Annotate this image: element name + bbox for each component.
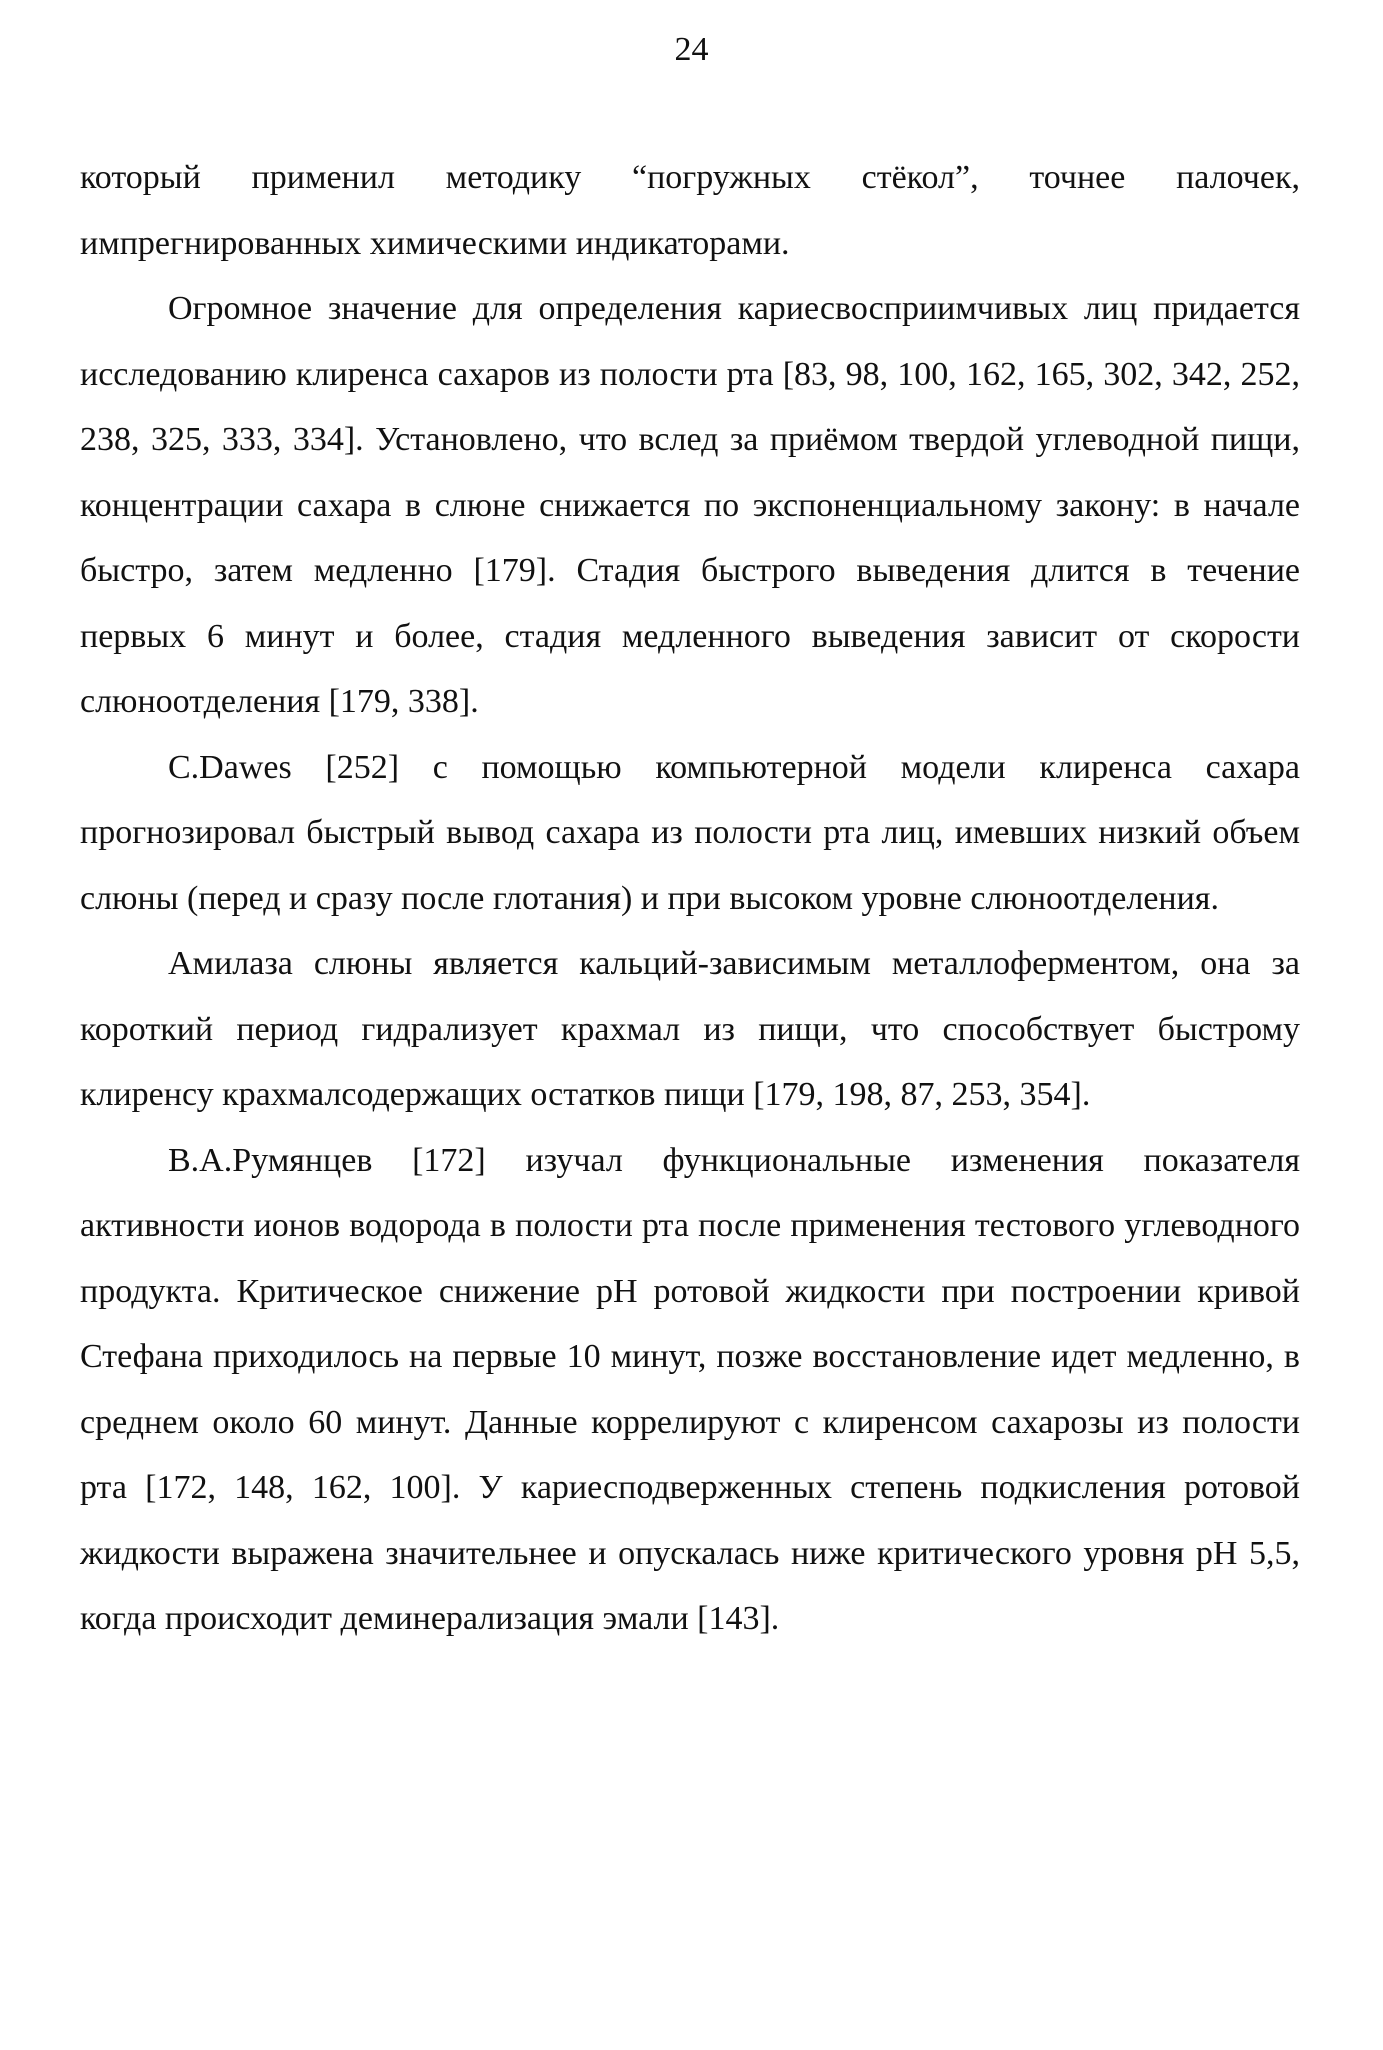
paragraph-sugar-clearance: Огромное значение для определения кариесвосприимчивых лиц придается исследованию клиренса сахаров из полости рта [83, 98, 100, 162, 165, 302, 342, 252, 238, 325, 333, 334]. Установлено, что вслед за приёмом твердой углеводной пищи, концентрации сахара в слюне снижается по экспоненциальному закону: в начале быстро, затем медленно [179]. Стадия быстрого выведения длится в течение первых 6 минут и более, стадия медленного выведения зависит от скорости слюноотделения [179, 338]. [80, 290, 1300, 720]
page-number: 24 [674, 31, 709, 68]
paragraph-amylase: Амилаза слюны является кальций-зависимым металлоферментом, она за короткий период гидрализует крахмал из пищи, что способствует быстрому клиренсу крахмалсодержащих остатков пищи [179, 198, 87, 253, 354]. [80, 945, 1300, 1113]
paragraph-continuation: который применил методику “погружных стёкол”, точнее палочек, импрегнированных химическими индикаторами. [80, 159, 1300, 262]
paragraph-rumyantsev: В.А.Румянцев [172] изучал функциональные изменения показателя активности ионов водорода в полости рта после применения тестового углеводного продукта. Критическое снижение pH ротовой жидкости при построении кривой Стефана приходилось на первые 10 минут, позже восстановление идет медленно, в среднем около 60 минут. Данные коррелируют с клиренсом сахарозы из полости рта [172, 148, 162, 100]. У кариесподверженных степень подкисления ротовой жидкости выражена значительнее и опускалась ниже критического уровня pH 5,5, когда происходит деминерализация эмали [143]. [80, 1141, 1300, 1637]
paragraph-dawes-model: C.Dawes [252] с помощью компьютерной модели клиренса сахара прогнозировал быстрый вывод сахара из полости рта лиц, имевших низкий объем слюны (перед и сразу после глотания) и при высоком уровне слюноотделения. [80, 748, 1300, 917]
body-text [80, 145, 1300, 1652]
